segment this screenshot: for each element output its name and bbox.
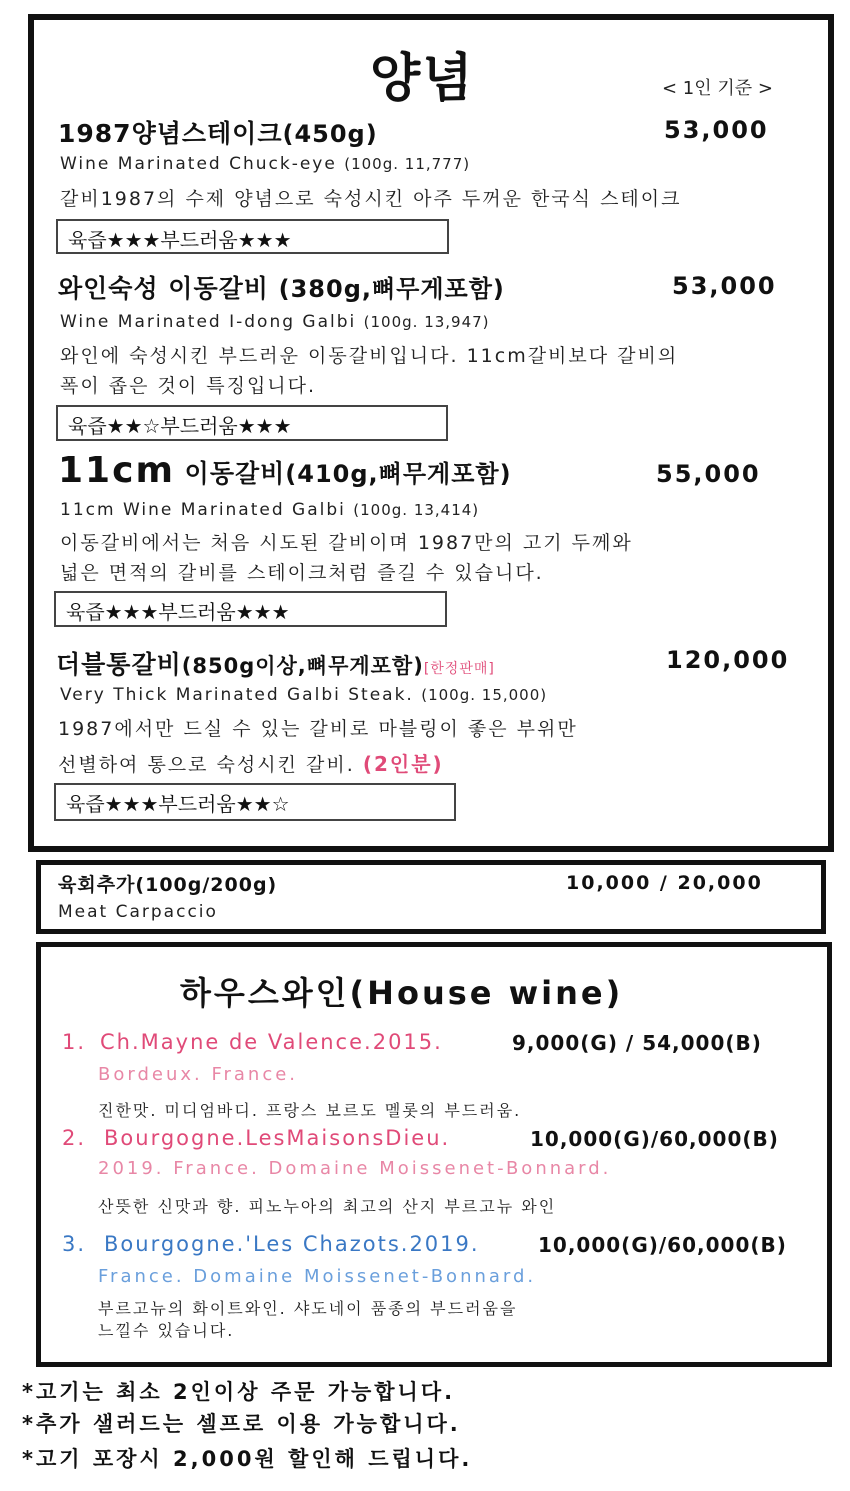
rating-box: 육즙★★★부드러움★★★ (54, 591, 447, 627)
wine-number: 3. (62, 1232, 87, 1256)
menu-item-desc: 갈비1987의 수제 양념으로 숙성시킨 아주 두꺼운 한국식 스테이크 (60, 188, 682, 210)
per-person-note: < 1인 기준 > (662, 78, 773, 99)
menu-item-english: Wine Marinated Chuck-eye (100g. 11,777) (60, 154, 471, 174)
menu-item-price: 53,000 (672, 272, 777, 300)
menu-item-english: Wine Marinated I-dong Galbi (100g. 13,947) (60, 312, 490, 332)
menu-item-desc: 와인에 숙성시킨 부드러운 이동갈비입니다. 11cm갈비보다 갈비의 (60, 345, 679, 367)
wine-desc: 느낄수 있습니다. (98, 1321, 235, 1340)
wine-name: Bourgogne.'Les Chazots.2019. (104, 1232, 480, 1256)
rating-box: 육즙★★☆부드러움★★★ (56, 405, 448, 441)
wine-desc: 진한맛. 미디엄바디. 프랑스 보르도 멜롯의 부드러움. (98, 1101, 522, 1120)
menu-item-name: 11cm 이동갈비(410g,뼈무게포함) (58, 450, 512, 491)
wine-price: 10,000(G)/60,000(B) (530, 1127, 779, 1151)
menu-item-name: 1987양념스테이크(450g) (58, 119, 378, 148)
wine-number: 2. (62, 1126, 87, 1150)
menu-item-name: 더블통갈비(850g이상,뼈무게포함)[한정판매] (56, 650, 495, 679)
footer-note: *고기 포장시 2,000원 할인해 드립니다. (22, 1447, 473, 1471)
menu-item-english: Very Thick Marinated Galbi Steak. (100g. 15,000) (60, 685, 548, 705)
wine-origin: France. Domaine Moissenet-Bonnard. (98, 1266, 537, 1287)
menu-item-price: 53,000 (664, 116, 769, 144)
menu-item-name: 와인숙성 이동갈비 (380g,뼈무게포함) (58, 274, 505, 303)
footer-note: *추가 샐러드는 셀프로 이용 가능합니다. (22, 1412, 461, 1436)
menu-item-price: 55,000 (656, 460, 761, 488)
footer-note: *고기는 최소 2인이상 주문 가능합니다. (22, 1380, 456, 1404)
menu-item-english: 11cm Wine Marinated Galbi (100g. 13,414) (60, 500, 480, 520)
wine-price: 10,000(G)/60,000(B) (538, 1233, 787, 1257)
menu-item-desc: 폭이 좁은 것이 특징입니다. (60, 375, 317, 397)
rating-box: 육즙★★★부드러움★★☆ (54, 783, 456, 821)
menu-item-price: 120,000 (666, 646, 790, 674)
menu-item-desc: 넓은 면적의 갈비를 스테이크처럼 즐길 수 있습니다. (60, 562, 544, 584)
menu-item-desc: 이동갈비에서는 처음 시도된 갈비이며 1987만의 고기 두께와 (60, 532, 633, 554)
wine-name: Ch.Mayne de Valence.2015. (100, 1030, 443, 1054)
wine-number: 1. (62, 1030, 87, 1054)
menu-item-desc: 선별하여 통으로 숙성시킨 갈비. (2인분) (58, 752, 444, 776)
wine-desc: 부르고뉴의 화이트와인. 샤도네이 품종의 부드러움을 (98, 1299, 518, 1318)
addon-name: 육회추가(100g/200g) (58, 874, 278, 896)
wine-price: 9,000(G) / 54,000(B) (512, 1031, 762, 1055)
wine-name: Bourgogne.LesMaisonsDieu. (104, 1126, 451, 1150)
wine-section-title: 하우스와인(House wine) (180, 974, 624, 1012)
addon-price: 10,000 / 20,000 (566, 872, 763, 894)
wine-origin: Bordeux. France. (98, 1064, 299, 1085)
menu-item-desc: 1987에서만 드실 수 있는 갈비로 마블링이 좋은 부위만 (58, 718, 578, 740)
wine-origin: 2019. France. Domaine Moissenet-Bonnard. (98, 1158, 612, 1179)
rating-box: 육즙★★★부드러움★★★ (56, 219, 449, 254)
addon-english: Meat Carpaccio (58, 902, 218, 922)
section-title: 양념 (370, 49, 475, 109)
wine-desc: 산뜻한 신맛과 향. 피노누아의 최고의 산지 부르고뉴 와인 (98, 1197, 557, 1216)
